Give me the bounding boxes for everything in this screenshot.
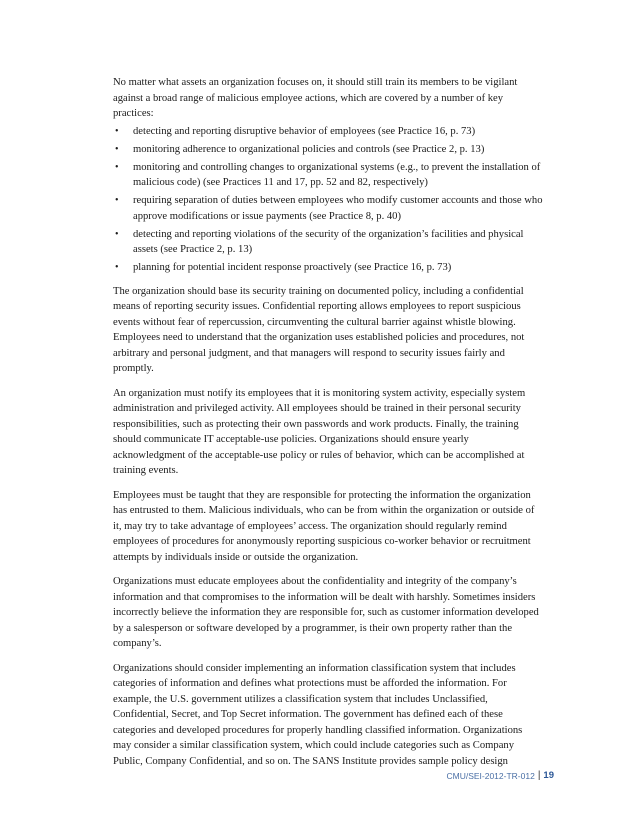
bullet-icon: • bbox=[115, 125, 119, 137]
paragraph-information-integrity: Organizations must educate employees about the confidentiality and integrity of the company’s information and that compromises to the information will be dealt with harshly. Sometimes insiders incorrectly believe the information they are responsible for, such as customer information developed by a salesperson or software developed by a programmer, is their own property rather than the company’s. bbox=[113, 576, 539, 649]
list-item: • detecting and reporting violations of the security of the organization’s facilities and physical assets (see Practice 2, p. 13) bbox=[115, 228, 524, 255]
paragraph-classification-system: Organizations should consider implementing an information classification system that includes categories of information and defines what protections must be afforded the information. For example, the U.S. government utilizes a classification system that includes Unclassified, Confidential, Secret, and Top Secret information. The government has defined each of these categories and developed procedures for properly handling classified information. Organizations may consider a similar classification system, which could include categories such as Company Public, Company Confidential, and so on. The SANS Institute provides sample policy design bbox=[113, 662, 523, 767]
bullet-icon: • bbox=[115, 143, 119, 155]
list-item: • monitoring adherence to organizational policies and controls (see Practice 2, p. 13) bbox=[113, 142, 543, 158]
page-number: 19 bbox=[543, 770, 554, 781]
body-text bbox=[113, 75, 543, 778]
list-item: • requiring separation of duties between employees who modify customer accounts and those who approve modifications or issue payments (see Practice 8, p. 40) bbox=[115, 195, 543, 222]
list-item: • planning for potential incident response proactively (see Practice 16, p. 73) bbox=[113, 260, 543, 276]
intro-paragraph: No matter what assets an organization focuses on, it should still train its members to be vigilant against a broad range of malicious employee actions, which are covered by a number of key practices: bbox=[113, 77, 518, 119]
bullet-icon: • bbox=[115, 195, 119, 206]
paragraph-confidential-reporting: The organization should base its security training on documented policy, including a confidential means of reporting security issues. Confidential reporting allows employees to report suspicious events without fear of repercussion, circumventing the cultural barrier against whistle blowing. Employees need to understand that the organization uses established policies and procedures, not arbitrary and personal judgment, and that managers will respond to security issues fairly and promptly. bbox=[113, 285, 525, 374]
page-footer bbox=[446, 770, 554, 781]
list-item: • detecting and reporting disruptive behavior of employees (see Practice 16, p. 73) bbox=[113, 124, 543, 140]
bullet-icon: • bbox=[115, 262, 119, 273]
practices-list bbox=[113, 124, 543, 276]
footer-separator: | bbox=[537, 770, 541, 781]
paragraph-employee-responsibility: Employees must be taught that they are responsible for protecting the information the organization has entrusted to them. Malicious individuals, who can be from within the organization or outside of it, may try to take advantage of employees’ access. The organization should regularly remind employees of procedures for anonymously reporting suspicious co-worker behavior or recruitment attempts by individuals inside or outside the organization. bbox=[113, 489, 535, 563]
paragraph-monitoring-notice: An organization must notify its employees that it is monitoring system activity, especially system administration and privileged activity. All employees should be trained in their personal security responsibilities, such as protecting their own passwords and work products. Finally, the training should communicate IT acceptable-use policies. Organizations should ensure yearly acknowledgment of the acceptable-use policy or rules of behavior, which can be accomplished at training events. bbox=[113, 387, 526, 476]
report-id: CMU/SEI-2012-TR-012 bbox=[446, 770, 535, 781]
bullet-icon: • bbox=[115, 161, 119, 173]
bullet-icon: • bbox=[115, 228, 119, 240]
list-item: • monitoring and controlling changes to organizational systems (e.g., to prevent the installation of malicious code) (see Practices 11 and 17, pp. 52 and 82, respectively) bbox=[115, 161, 541, 188]
